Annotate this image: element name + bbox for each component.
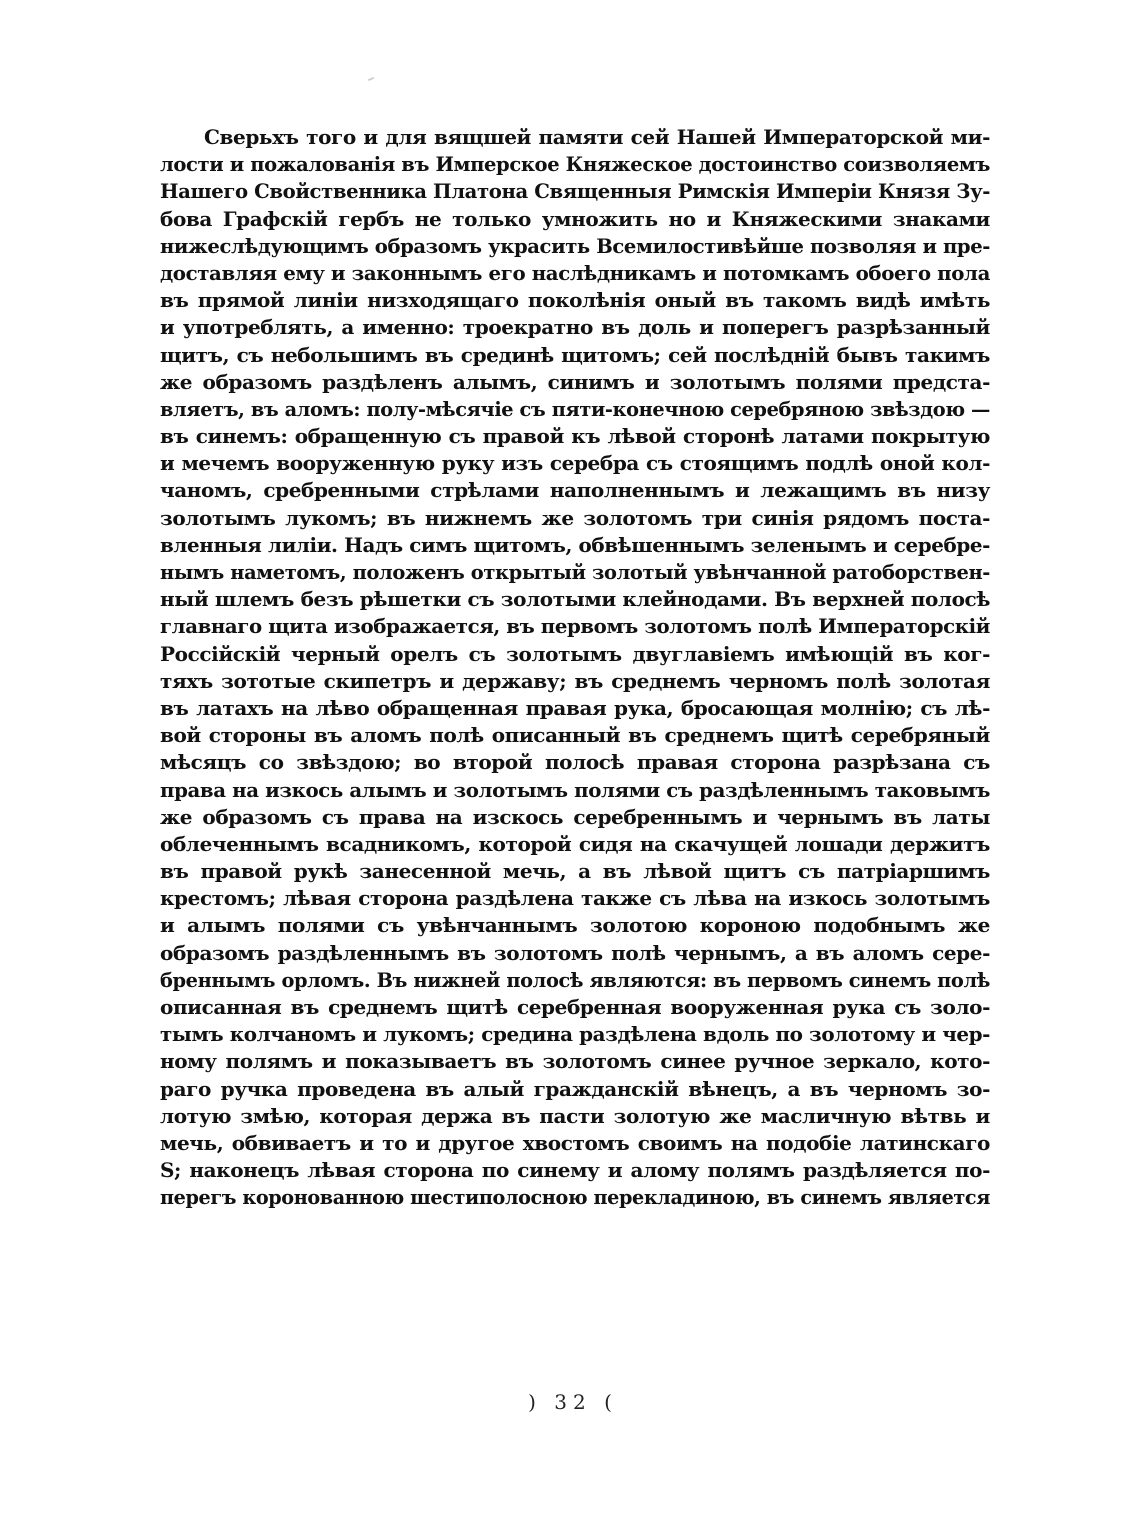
page-number: ) 32 ( [528,1390,618,1414]
text-line: вой стороны въ аломъ полѣ описанный въ среднемъ щитѣ серебряный [160,723,990,748]
text-line: Нашего Свойственника Платона Священныя Римскія Имперіи Князя Зу- [160,179,991,204]
text-line: нижеслѣдующимъ образомъ украсить Всемилостивѣйше позволяя и пре- [160,233,991,258]
text-line: въ латахъ на лѣво обращенная правая рука, бросающая молнію; съ лѣ- [160,695,990,720]
text-line: Сверьхъ того и для вящшей памяти сей Нашей Императорской ми- [204,125,990,149]
text-line: золотымъ лукомъ; въ нижнемъ же золотомъ три синія рядомъ поста- [160,505,990,530]
text-line: описанная въ среднемъ щитѣ серебренная вооруженная рука съ золо- [160,995,990,1019]
text-line: тяхъ зототые скипетръ и державу; въ среднемъ черномъ полѣ золотая [160,668,990,693]
text-line: же образомъ раздѣленъ алымъ, синимъ и золотымъ полями предста- [160,369,990,394]
scan-speck [368,77,374,81]
text-line: перегъ коронованною шестиполосною перекладиною, въ синемъ является [160,1185,991,1210]
text-line: ному полямъ и показываетъ въ золотомъ синее ручное зеркало, кото- [160,1049,990,1074]
text-line: тымъ колчаномъ и лукомъ; средина раздѣлена вдоль по золотому и чер- [160,1022,991,1047]
text-line: бова Графскій гербъ не только умножить но и Княжескими знаками [160,206,990,231]
text-line: Россійскій черный орелъ съ золотымъ двуглавіемъ имѣющій въ ког- [160,641,990,666]
body-text [160,124,990,1212]
text-line: образомъ раздѣленнымъ въ золотомъ полѣ чернымъ, а въ аломъ сере- [160,940,990,965]
text-line: S; наконецъ лѣвая сторона по синему и алому полямъ раздѣляется по- [160,1158,990,1183]
text-line: раго ручка проведена въ алый гражданскій вѣнецъ, а въ черномъ зо- [160,1076,990,1101]
text-line: чаномъ, сребренными стрѣлами наполненнымъ и лежащимъ въ низу [160,478,990,503]
text-line: бреннымъ орломъ. Въ нижней полосѣ являются: въ первомъ синемъ полѣ [160,967,990,992]
text-line: вленныя лиліи. Надъ симъ щитомъ, обвѣшеннымъ зеленымъ и серебре- [160,532,990,557]
text-line: и алымъ полями съ увѣнчаннымъ золотою короною подобнымъ же [160,913,990,938]
text-line: и употреблять, а именно: троекратно въ доль и поперегъ разрѣзанный [160,315,990,340]
text-line: вляетъ, въ аломъ: полу-мѣсячіе съ пяти-конечною серебряною звѣздою — [160,396,990,421]
text-line: и мечемъ вооруженную руку изъ серебра съ стоящимъ подлѣ оной кол- [160,451,990,476]
text-line: главнаго щита изображается, въ первомъ золотомъ полѣ Императорскій [160,614,990,639]
text-line: лотую змѣю, которая держа въ пасти золотую же масличную вѣтвь и [160,1103,990,1128]
text-line: въ прямой линіи низходящаго поколѣнія оный въ такомъ видѣ имѣть [160,288,990,313]
text-line: мѣсяцъ со звѣздою; во второй полосѣ правая сторона разрѣзана съ [160,750,990,775]
text-line: нымъ наметомъ, положенъ открытый золотый увѣнчанной ратоборствен- [160,560,990,584]
text-line: въ синемъ: обращенную съ правой къ лѣвой сторонѣ латами покрытую [160,424,990,449]
text-line: крестомъ; лѣвая сторона раздѣлена также съ лѣва на изкось золотымъ [160,886,990,911]
text-line: мечь, обвиваетъ и то и другое хвостомъ своимъ на подобіе латинскаго [160,1130,990,1155]
text-line: лости и пожалованія въ Имперское Княжеское достоинство соизволяемъ [160,152,991,177]
text-line: права на изкось алымъ и золотымъ полями съ раздѣленнымъ таковымъ [160,777,991,802]
text-line: въ правой рукѣ занесенной мечь, а въ лѣвой щитъ съ патріаршимъ [160,859,990,884]
text-line: щитъ, съ небольшимъ въ срединѣ щитомъ; сей послѣдній бывъ такимъ [160,342,990,367]
text-line: доставляя ему и законнымъ его наслѣдникамъ и потомкамъ обоего пола [160,260,990,285]
text-line: же образомъ съ права на изскось серебреннымъ и чернымъ въ латы [160,804,990,829]
text-line: облеченнымъ всадникомъ, которой сидя на скачущей лошади держитъ [160,831,990,856]
text-line: ный шлемъ безъ рѣшетки съ золотыми клейнодами. Въ верхней полосѣ [160,587,990,612]
